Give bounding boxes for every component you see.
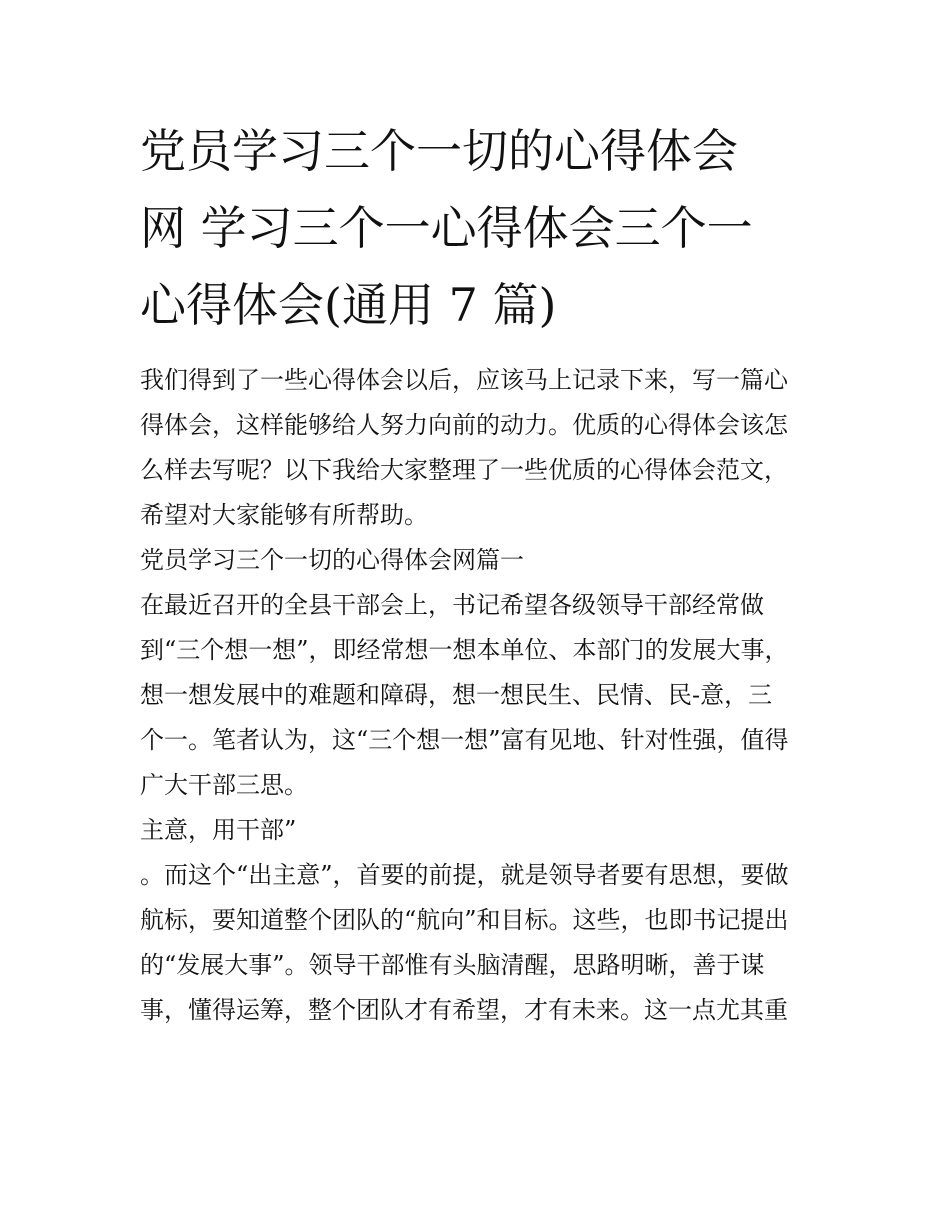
paragraph-3-line-2: 航标，要知道整个团队的“航向”和目标。这些，也即书记提出 [140,906,789,934]
title-line-2: 网 学习三个一心得体会三个一 [140,201,753,255]
paragraph-3-line-4: 事，懂得运筹，整个团队才有希望，才有未来。这一点尤其重 [140,996,788,1024]
paragraph-3-line-3: 的“发展大事”。领导干部惟有头脑清醒，思路明晰，善于谋 [140,951,765,979]
intro-line-3: 么样去写呢？以下我给大家整理了一些优质的心得体会范文， [140,456,788,484]
document-body [140,358,820,1033]
section-heading: 党员学习三个一切的心得体会网篇一 [140,546,524,574]
paragraph-3-line-1: 。而这个“出主意”，首要的前提，就是领导者要有思想，要做 [140,861,789,889]
intro-line-4: 希望对大家能够有所帮助。 [140,501,428,529]
paragraph-1-line-1: 在最近召开的全县干部会上，书记希望各级领导干部经常做 [140,591,764,619]
title-line-1: 党员学习三个一切的心得体会 [140,124,738,178]
paragraph-1-line-2: 到“三个想一想”，即经常想一想本单位、本部门的发展大事， [140,636,789,664]
document-title [140,113,820,344]
title-line-3: 心得体会(通用 7 篇) [140,278,557,332]
paragraph-1-line-3: 想一想发展中的难题和障碍，想一想民生、民情、民-意，三 [140,681,773,709]
paragraph-1-line-4: 个一。笔者认为，这“三个想一想”富有见地、针对性强，值得 [140,726,789,754]
paragraph-2-line-1: 主意，用干部” [140,816,297,844]
intro-line-1: 我们得到了一些心得体会以后，应该马上记录下来，写一篇心 [140,366,788,394]
paragraph-1-line-5: 广大干部三思。 [140,771,308,799]
intro-line-2: 得体会，这样能够给人努力向前的动力。优质的心得体会该怎 [140,411,788,439]
